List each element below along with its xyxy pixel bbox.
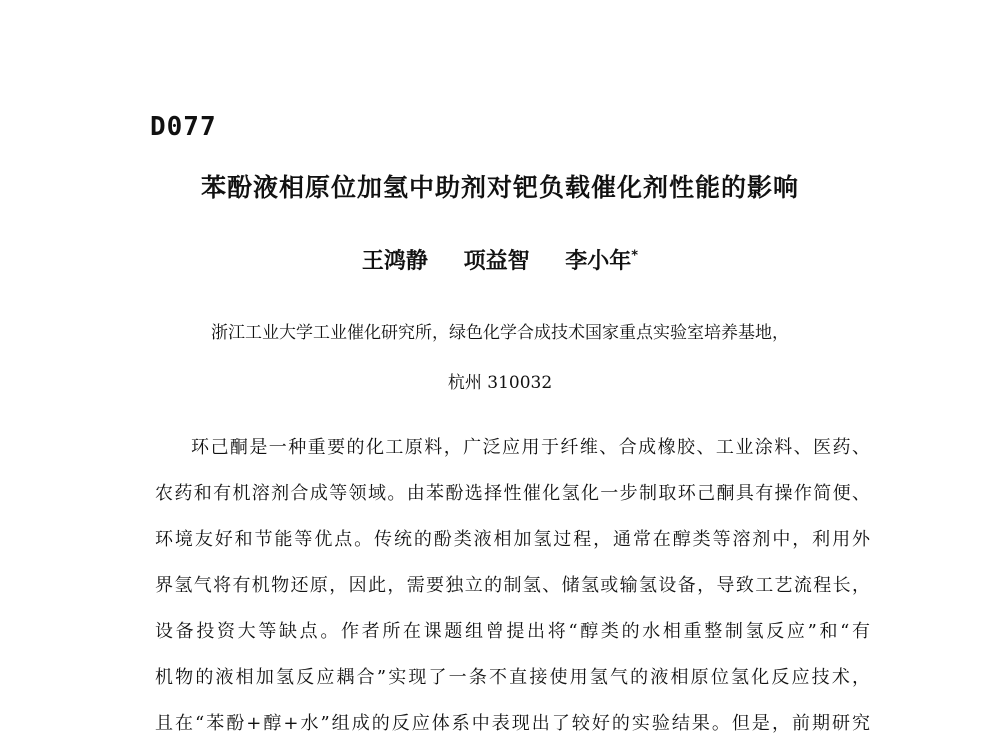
body-line-1: 环己酮是一种重要的化工原料，广泛应用于纤维、合成橡胶、工业涂料、医药、 bbox=[191, 437, 870, 458]
affiliation-line-1: 浙江工业大学工业催化研究所，绿色化学合成技术国家重点实验室培养基地， bbox=[211, 323, 789, 343]
body-line-7: 且在“苯酚+醇+水”组成的反应体系中表现出了较好的实验结果。但是，前期研究 bbox=[155, 713, 870, 734]
author-1-name: 王鸿静 bbox=[361, 249, 428, 274]
author-1 bbox=[362, 244, 428, 275]
paper-title: 苯酚液相原位加氢中助剂对钯负载催化剂性能的影响 bbox=[200, 173, 799, 202]
body-line-4: 界氢气将有机物还原，因此，需要独立的制氢、储氢或输氢设备，导致工艺流程长， bbox=[155, 575, 870, 596]
corresponding-author-mark: * bbox=[631, 248, 639, 264]
body-line-3: 环境友好和节能等优点。传统的酚类液相加氢过程，通常在醇类等溶剂中，利用外 bbox=[155, 529, 870, 550]
author-3-name: 李小年 bbox=[565, 249, 632, 274]
body-line-6: 机物的液相加氢反应耦合”实现了一条不直接使用氢气的液相原位氢化反应技术， bbox=[155, 667, 870, 688]
affiliation-line-2: 杭州 310032 bbox=[447, 373, 553, 393]
author-list bbox=[0, 244, 1000, 275]
body-line-2: 农药和有机溶剂合成等领域。由苯酚选择性催化氢化一步制取环己酮具有操作简便、 bbox=[155, 483, 870, 504]
paper-code: D077 bbox=[150, 112, 217, 142]
abstract-body bbox=[155, 425, 870, 747]
body-line-5: 设备投资大等缺点。作者所在课题组曾提出将“醇类的水相重整制氢反应”和“有 bbox=[155, 621, 870, 642]
author-2-name: 项益智 bbox=[463, 249, 530, 274]
author-2 bbox=[464, 244, 530, 275]
author-3 bbox=[565, 244, 638, 275]
